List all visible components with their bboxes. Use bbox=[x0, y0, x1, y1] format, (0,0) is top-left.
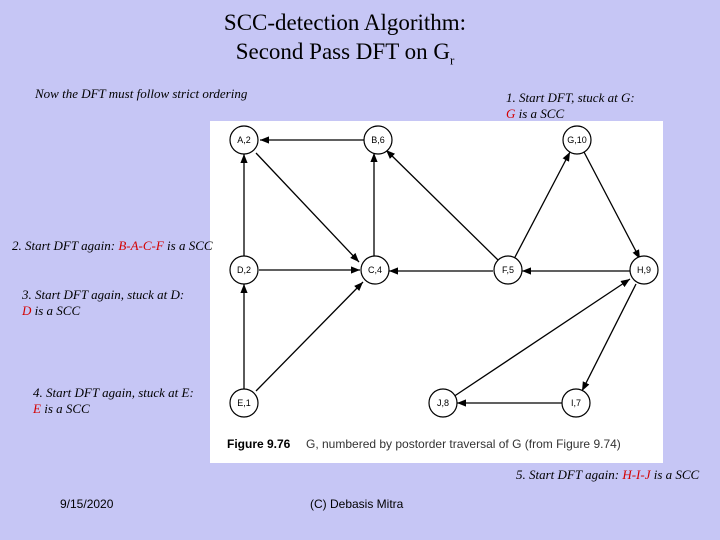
node-e-label: E,1 bbox=[237, 398, 251, 408]
graph-svg bbox=[210, 121, 663, 463]
step-5-red: H-I-J bbox=[622, 467, 651, 482]
edge-j-h bbox=[453, 279, 630, 397]
step-2-red: B-A-C-F bbox=[118, 238, 164, 253]
step-4-note bbox=[33, 385, 194, 417]
step-5-prefix: 5. Start DFT again: bbox=[516, 467, 623, 482]
edge-a-c bbox=[256, 153, 359, 262]
step-4-line-2 bbox=[33, 401, 194, 417]
step-1-note bbox=[506, 90, 635, 122]
footer-credit: (C) Debasis Mitra bbox=[310, 497, 404, 511]
edge-e-c bbox=[256, 282, 363, 391]
step-5-note bbox=[516, 467, 699, 483]
step-1-red: G bbox=[506, 106, 516, 121]
step-4-line-1: 4. Start DFT again, stuck at E: bbox=[33, 385, 194, 400]
node-g-label: G,10 bbox=[567, 135, 587, 145]
title-line-2 bbox=[0, 37, 690, 75]
title-line-2-main: Second Pass DFT on G bbox=[235, 39, 450, 64]
edge-h-i bbox=[582, 284, 636, 391]
graph-figure bbox=[210, 121, 663, 463]
title-line-2-subscript: r bbox=[449, 52, 455, 68]
step-1-line-2 bbox=[506, 106, 635, 122]
node-b-label: B,6 bbox=[371, 135, 385, 145]
step-4-red: E bbox=[33, 401, 41, 416]
graph-edges bbox=[244, 140, 640, 403]
step-4-rest: is a SCC bbox=[40, 401, 90, 416]
node-c-label: C,4 bbox=[367, 265, 383, 275]
step-3-rest: is a SCC bbox=[31, 303, 81, 318]
title-line-1: SCC-detection Algorithm: bbox=[223, 10, 467, 35]
slide-title bbox=[0, 8, 690, 75]
step-2-prefix: 2. Start DFT again: bbox=[12, 238, 119, 253]
figure-caption-text: G, numbered by postorder traversal of G (from Figure 9.74) bbox=[306, 437, 621, 451]
ordering-note: Now the DFT must follow strict ordering bbox=[35, 86, 248, 101]
step-1-line-1: 1. Start DFT, stuck at G: bbox=[506, 90, 635, 105]
footer-date: 9/15/2020 bbox=[60, 497, 114, 511]
node-h-label: H,9 bbox=[636, 265, 652, 275]
edge-f-g bbox=[514, 152, 570, 259]
node-a-label: A,2 bbox=[237, 135, 251, 145]
step-5-rest: is a SCC bbox=[650, 467, 700, 482]
step-3-line-1: 3. Start DFT again, stuck at D: bbox=[22, 287, 185, 302]
edge-f-b bbox=[386, 150, 498, 260]
step-2-note bbox=[12, 238, 213, 254]
node-j-label: J,8 bbox=[436, 398, 450, 408]
edge-g-h bbox=[584, 152, 640, 259]
node-d-label: D,2 bbox=[236, 265, 252, 275]
node-f-label: F,5 bbox=[501, 265, 515, 275]
step-3-note bbox=[22, 287, 184, 319]
step-2-rest: is a SCC bbox=[163, 238, 213, 253]
step-3-red: D bbox=[22, 303, 32, 318]
step-3-line-2 bbox=[22, 303, 184, 319]
node-i-label: I,7 bbox=[570, 398, 582, 408]
step-1-rest: is a SCC bbox=[515, 106, 565, 121]
figure-caption-number: Figure 9.76 bbox=[227, 437, 291, 451]
